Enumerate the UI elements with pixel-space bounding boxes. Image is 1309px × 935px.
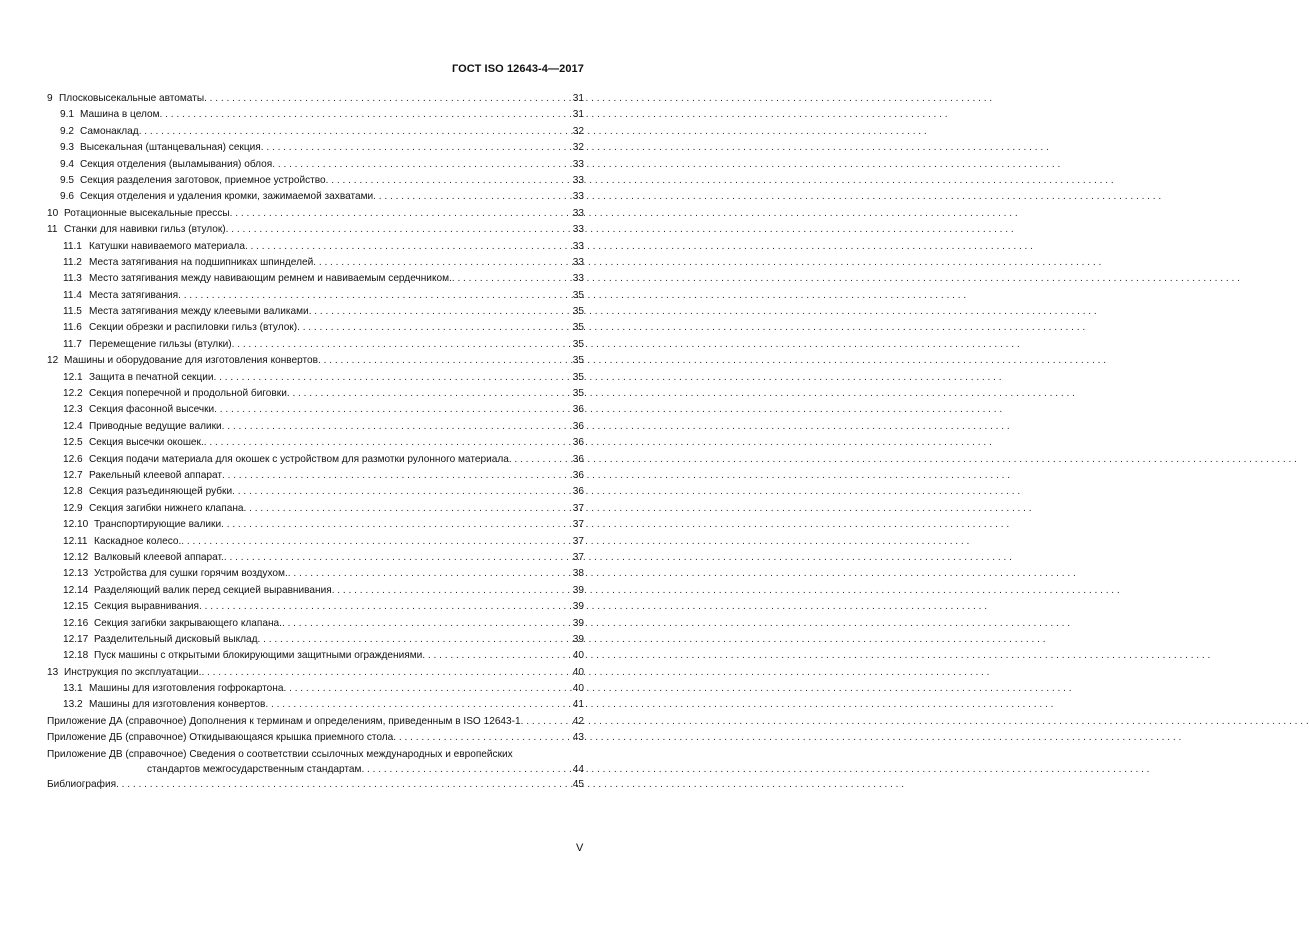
dot-leader (283, 681, 571, 697)
toc-entry-page: 32 (572, 125, 584, 137)
toc-entry-title: Машины и оборудование для изготовления конвертов (64, 355, 319, 367)
toc-entry[interactable] (47, 665, 584, 681)
dot-leader (204, 435, 572, 451)
toc-entry-number: 13.2 (63, 699, 83, 711)
toc-entry-number: 9.3 (60, 142, 75, 154)
toc-entry-page: 37 (572, 502, 584, 514)
dot-leader (297, 320, 572, 336)
dot-leader (272, 157, 572, 173)
toc-entry-number: 9.2 (60, 125, 75, 137)
toc-entry-title: Секция подачи материала для окошек с устройством для размотки рулонного материала (89, 453, 509, 465)
toc-entry[interactable] (47, 370, 584, 386)
toc-entry-title: Инструкция по эксплуатации. (64, 666, 202, 678)
toc-entry-number: 9.6 (60, 191, 75, 203)
toc-entry-page: 36 (572, 420, 584, 432)
toc-entry-number: 12.6 (63, 453, 83, 465)
toc-entry-page: 35 (572, 371, 584, 383)
dot-leader (313, 255, 572, 271)
toc-entry-number: 11.5 (63, 306, 82, 318)
toc-entry-page: 40 (572, 666, 584, 678)
dot-leader (422, 648, 571, 664)
toc-entry-page: 35 (572, 338, 584, 350)
toc-entry[interactable] (47, 517, 584, 533)
toc-entry-page: 35 (572, 388, 584, 400)
toc-entry-number: 12 (47, 355, 59, 367)
toc-entry-title: Секция поперечной и продольной биговки (89, 388, 287, 400)
toc-entry[interactable] (47, 452, 584, 468)
dot-leader (221, 517, 572, 533)
toc-entry-title: Приложение ДА (справочное) Дополнения к терминам и определениям, приведенным в ISO 12643-1 (47, 715, 521, 727)
toc-entry-title: Катушки навиваемого материала (89, 240, 245, 252)
toc-entry[interactable] (47, 255, 584, 271)
toc-entry-page: 33 (572, 240, 584, 252)
toc-entry-number: 12.3 (63, 404, 83, 416)
toc-entry[interactable] (47, 337, 584, 353)
toc-entry-page: 33 (572, 273, 584, 285)
toc-entry-title: Секция выравнивания (94, 601, 199, 613)
toc-entry-page: 33 (572, 207, 584, 219)
toc-entry[interactable] (47, 402, 584, 418)
toc-entry[interactable] (47, 468, 584, 484)
toc-entry-number: 10 (47, 207, 59, 219)
dot-leader (393, 730, 571, 746)
toc-entry-title: Защита в печатной секции (89, 371, 214, 383)
toc-entry-page: 35 (572, 306, 584, 318)
dot-leader (282, 616, 572, 632)
toc-entry-number: 12.1 (63, 371, 83, 383)
toc-entry-number: 13.1 (63, 683, 83, 695)
toc-entry-page: 33 (572, 174, 584, 186)
toc-entry-title: Библиография (47, 779, 117, 791)
toc-entry-page: 35 (572, 355, 584, 367)
toc-entry-title: Машина в целом (80, 109, 160, 121)
toc-entry-page: 40 (572, 683, 584, 695)
toc-entry-number: 11.1 (63, 240, 82, 252)
toc-entry-title: Места затягивания на подшипниках шпинделей (89, 256, 314, 268)
toc-entry-page: 40 (572, 650, 584, 662)
toc-entry-title: Секция отделения (выламывания) облоя (80, 158, 273, 170)
toc-entry[interactable] (47, 157, 584, 173)
toc-entry-number: 12.9 (63, 502, 83, 514)
toc-entry[interactable] (47, 173, 584, 189)
toc-entry-page: 35 (572, 322, 584, 334)
dot-leader (230, 206, 572, 222)
dot-leader (452, 271, 572, 287)
toc-entry[interactable] (47, 501, 584, 517)
toc-entry[interactable] (47, 534, 584, 550)
dot-leader (361, 763, 571, 777)
toc-entry-page: 37 (572, 535, 584, 547)
toc-entry[interactable] (47, 124, 584, 140)
toc-entry-number: 11.6 (63, 322, 82, 334)
dot-leader (318, 353, 572, 369)
toc-entry-number: 12.13 (63, 568, 89, 580)
toc-entry-number: 12.4 (63, 420, 83, 432)
toc-entry[interactable] (47, 583, 584, 599)
dot-leader (214, 402, 572, 418)
toc-entry[interactable] (47, 304, 584, 320)
toc-entry[interactable] (47, 435, 584, 451)
dot-leader (199, 599, 572, 615)
toc-entry-title: Секция отделения и удаления кромки, зажимаемой захватами (80, 191, 374, 203)
toc-entry-page: 36 (572, 404, 584, 416)
dot-leader (116, 777, 572, 793)
toc-entry-number: 9.1 (60, 109, 75, 121)
toc-entry-title: Приложение ДБ (справочное) Откидывающаяся крышка приемного стола (47, 732, 394, 744)
toc-entry-page: 39 (572, 601, 584, 613)
toc-entry-page: 45 (572, 779, 584, 791)
dot-leader (214, 370, 572, 386)
toc-entry-number: 12.10 (63, 519, 89, 531)
toc-entry[interactable] (47, 714, 584, 730)
toc-entry-page: 37 (572, 519, 584, 531)
toc-entry-number: 12.11 (63, 535, 88, 547)
toc-entry-title: Место затягивания между навивающим ремнем и навиваемым сердечником. (89, 273, 452, 285)
toc-entry-title: Самонаклад (80, 125, 139, 137)
toc-entry-number: 11.7 (63, 338, 82, 350)
dot-leader (265, 697, 571, 713)
toc-entry-title: Станки для навивки гильз (втулок) (64, 224, 226, 236)
toc-entry-number: 12.7 (63, 469, 83, 481)
toc-entry-title: Секции обрезки и распиловки гильз (втулок) (89, 322, 298, 334)
dot-leader (232, 337, 572, 353)
dot-leader (232, 484, 572, 500)
toc-entry[interactable] (47, 566, 584, 582)
dot-leader (139, 124, 572, 140)
toc-entry-title: Секция загибки закрывающего клапана. (94, 617, 282, 629)
dot-leader (244, 501, 572, 517)
toc-entry-page: 41 (572, 699, 584, 711)
toc-entry[interactable] (47, 206, 584, 222)
toc-entry-page: 36 (572, 453, 584, 465)
toc-entry-number: 11.4 (63, 289, 82, 301)
dot-leader (258, 632, 572, 648)
toc-entry-title: Секция высечки окошек. (89, 437, 204, 449)
toc-entry-page: 44 (572, 764, 584, 776)
toc-entry[interactable] (47, 353, 584, 369)
toc-entry-title: Секция разъединяющей рубки (89, 486, 233, 498)
toc-entry-page: 33 (572, 191, 584, 203)
toc-entry-title: Машины для изготовления конвертов (89, 699, 266, 711)
dot-leader (521, 714, 572, 730)
toc-entry-page: 36 (572, 437, 584, 449)
toc-entry-title: Приложение ДВ (справочное) Сведения о соответствии ссылочных международных и европейских (47, 748, 513, 760)
toc-entry-title: Каскадное колесо. (94, 535, 182, 547)
toc-entry-number: 12.17 (63, 633, 89, 645)
toc-entry-title: Ротационные высекальные прессы (64, 207, 230, 219)
dot-leader (222, 468, 572, 484)
toc-entry-number: 12.18 (63, 650, 89, 662)
toc-entry-number: 12.12 (63, 551, 89, 563)
toc-entry-number: 11.3 (63, 273, 82, 285)
toc-entry[interactable] (47, 288, 584, 304)
toc-entry[interactable] (47, 140, 584, 156)
dot-leader (332, 583, 572, 599)
toc-entry-page: 39 (572, 633, 584, 645)
dot-leader (509, 452, 572, 468)
toc-entry-page: 38 (572, 568, 584, 580)
toc-entry-title: Ракельный клеевой аппарат (89, 469, 222, 481)
toc-entry-page: 39 (572, 617, 584, 629)
toc-entry-number: 9.5 (60, 174, 75, 186)
toc-entry[interactable] (47, 681, 584, 697)
toc-entry-number: 9 (47, 93, 53, 104)
toc-entry[interactable] (47, 747, 584, 763)
dot-leader (178, 288, 572, 304)
toc-entry-number: 13 (47, 666, 59, 678)
toc-entry-title: Пуск машины с открытыми блокирующими защитными ограждениями (94, 650, 423, 662)
toc-entry[interactable] (47, 189, 584, 205)
toc-entry[interactable] (47, 550, 584, 566)
toc-entry[interactable] (47, 484, 584, 500)
toc-entry-title: Высекальная (штанцевальная) секция (80, 142, 261, 154)
dot-leader (226, 222, 572, 238)
toc-entry[interactable] (47, 632, 584, 648)
toc-entry[interactable] (47, 271, 584, 287)
page-number: V (576, 842, 584, 854)
toc-entry-title: Места затягивания между клеевыми валиками (89, 306, 309, 318)
toc-entry-page: 42 (572, 715, 584, 727)
toc-entry-page: 33 (572, 158, 584, 170)
document-header: ГОСТ ISO 12643-4—2017 (451, 63, 584, 75)
toc-entry[interactable] (47, 599, 584, 615)
toc-entry-page: 35 (572, 289, 584, 301)
toc-entry-title: Секция фасонной высечки (89, 404, 215, 416)
toc-entry-page: 33 (572, 256, 584, 268)
toc-entry[interactable] (47, 320, 584, 336)
toc-entry-page: 33 (572, 224, 584, 236)
toc-entry[interactable] (47, 777, 584, 793)
dot-leader (287, 386, 572, 402)
toc-entry-page: 37 (572, 551, 584, 563)
toc-entry[interactable] (47, 648, 584, 664)
toc-entry-number: 12.8 (63, 486, 83, 498)
toc-entry-number: 12.15 (63, 601, 89, 613)
toc-entry-title: стандартов межгосударственным стандартам (147, 764, 362, 776)
toc-entry-title: Приводные ведущие валики (89, 420, 222, 432)
dot-leader (181, 534, 571, 550)
toc-entry-title: Места затягивания (89, 289, 179, 301)
dot-leader (222, 419, 572, 435)
toc-entry-title: Транспортирующие валики (94, 519, 222, 531)
toc-entry-number: 12.2 (63, 388, 83, 400)
toc-entry-number: 12.5 (63, 437, 83, 449)
toc-entry[interactable] (47, 730, 584, 746)
toc-entry-page: 31 (572, 93, 584, 104)
toc-entry[interactable] (47, 239, 584, 255)
toc-entry[interactable] (47, 616, 584, 632)
toc-entry[interactable] (47, 419, 584, 435)
toc-entry-page: 31 (572, 109, 584, 121)
toc-entry-page: 43 (572, 732, 584, 744)
dot-leader (160, 107, 572, 123)
toc-entry-title: Секция загибки нижнего клапана (89, 502, 244, 514)
dot-leader (204, 91, 572, 107)
dot-leader (245, 239, 572, 255)
toc-entry-title: Разделяющий валик перед секцией выравнивания (94, 584, 332, 596)
toc-entry-page: 39 (572, 584, 584, 596)
toc-entry-number: 12.16 (63, 617, 89, 629)
toc-entry-page: 36 (572, 486, 584, 498)
dot-leader (261, 140, 572, 156)
dot-leader (201, 665, 571, 681)
toc-entry[interactable] (47, 697, 584, 713)
toc-entry-number: 9.4 (60, 158, 75, 170)
toc-entry-title: Валковый клеевой аппарат. (94, 551, 224, 563)
toc-entry-page: 32 (572, 142, 584, 154)
toc-entry-number: 11.2 (63, 256, 82, 268)
toc-entry[interactable] (47, 91, 584, 107)
toc-entry-title: Устройства для сушки горячим воздухом. (94, 568, 288, 580)
dot-leader (288, 566, 572, 582)
table-of-contents (47, 91, 584, 793)
dot-leader (373, 189, 572, 205)
dot-leader (224, 550, 572, 566)
toc-entry-number: 12.14 (63, 584, 89, 596)
toc-entry[interactable] (47, 763, 584, 777)
toc-entry-page: 36 (572, 469, 584, 481)
toc-entry-title: Разделительный дисковый выклад (94, 633, 258, 645)
toc-entry-title: Машины для изготовления гофрокартона (89, 683, 284, 695)
toc-entry[interactable] (47, 222, 584, 238)
toc-entry[interactable] (47, 386, 584, 402)
toc-entry-title: Перемещение гильзы (втулки) (89, 338, 232, 350)
toc-entry-title: Плосковысекальные автоматы (59, 93, 205, 104)
toc-entry-number: 11 (47, 224, 58, 236)
toc-entry[interactable] (47, 107, 584, 123)
toc-entry-title: Секция разделения заготовок, приемное устройство (80, 174, 326, 186)
dot-leader (326, 173, 572, 189)
dot-leader (309, 304, 572, 320)
